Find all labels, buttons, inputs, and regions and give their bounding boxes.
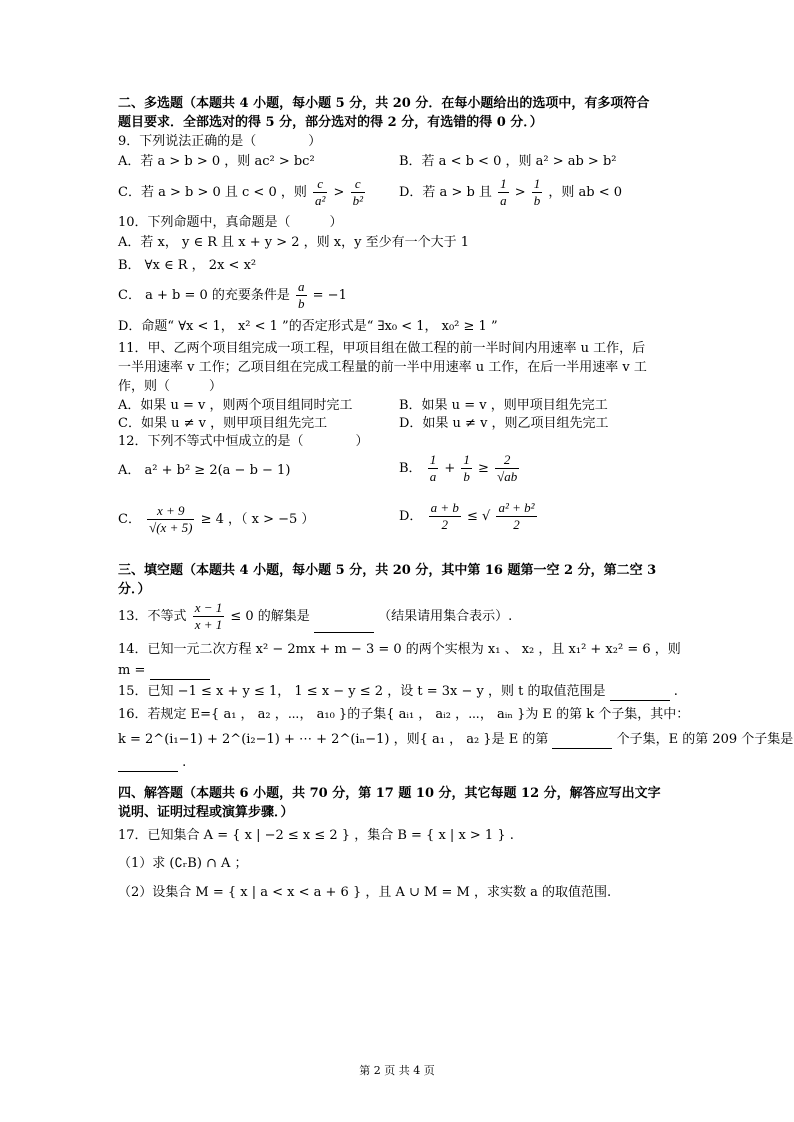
q12-d-frac: $\frac{a + b}{2}$ — [430, 500, 459, 532]
q9-option-a: A．若 a > b > 0 ，则 ac² > bc² — [118, 154, 315, 169]
q9-c-text: C．若 a > b > 0 且 c < 0 ，则 — [118, 185, 307, 200]
q10-option-b: B． ∀x ∈ R ， 2x < x² — [118, 258, 257, 273]
q11-option-b: B．如果 u = v ，则甲项目组先完工 — [399, 398, 608, 413]
q9-d-frac2: $\frac{1}{b}$ — [533, 176, 541, 208]
q9-option-c — [118, 176, 367, 209]
q12-b-frac3: $\frac{2}{√ab}$ — [497, 452, 518, 484]
q11-option-a: A．如果 u = v ，则两个项目组同时完工 — [118, 398, 353, 413]
page-footer: 第 2 页 共 4 页 — [359, 1064, 435, 1077]
q11-stem-2: 一半用速率 v 工作；乙项目组在完成工程量的前一半中用速率 u 工作，在后一半用速率 v 工 — [118, 360, 647, 375]
q17-part-2: （2）设集合 M = { x | a < x < a + 6 } ，且 A ∪ M = M ，求实数 a 的取值范围. — [118, 885, 612, 900]
q14-line-2: m = — [118, 662, 210, 680]
q12-b-frac2: $\frac{1}{b}$ — [463, 452, 470, 484]
section-3-header-cont: 分．） — [118, 582, 151, 597]
section-2-header: 二、多选题（本题共 4 小题，每小题 5 分，共 20 分．在每小题给出的选项中，有多项符合 — [118, 96, 650, 111]
q11-stem-3: 作，则（ ） — [118, 379, 223, 394]
q9-c-frac1: $\frac{c}{\text{a²}}$ — [314, 176, 326, 208]
q15: 15．已知 −1 ≤ x + y ≤ 1， 1 ≤ x − y ≤ 2 ，设 t = 3x − y ，则 t 的取值范围是 . — [118, 684, 678, 699]
section-2-header-cont: 题目要求．全部选对的得 5 分，部分选对的得 2 分，有选错的得 0 分．） — [118, 115, 543, 130]
q10-option-c: C． a + b = 0 的充要条件是 $\frac{a}{b}$ = −1 — [118, 279, 347, 311]
q17-stem: 17．已知集合 A = { x | −2 ≤ x ≤ 2 } ，集合 B = { x | x > 1 } . — [118, 828, 514, 843]
q12-c-frac: $\frac{x + 9}{√(x + 5)}$ — [149, 503, 193, 535]
q9-stem: 9．下列说法正确的是（ ） — [118, 134, 322, 149]
q11-option-c: C．如果 u ≠ v ，则甲项目组先完工 — [118, 416, 328, 431]
q12-d-frac-root: $\frac{\text{a² + b²}}{2}$ — [498, 500, 535, 532]
q9-d-frac1: $\frac{1}{a}$ — [500, 176, 507, 208]
q16-line-2: k = 2^(i₁−1) + 2^(i₂−1) + ⋯ + 2^(iₙ−1) ，则{ a₁ ， a₂ }是 E 的第 个子集，E 的第 209 个子集是 — [118, 732, 794, 747]
q9-option-b: B．若 a < b < 0 ，则 a² > ab > b² — [399, 154, 617, 169]
q15-answer-blank[interactable] — [610, 688, 670, 701]
q16-line-3: . — [118, 754, 186, 772]
q16-answer-blank-1[interactable] — [552, 736, 612, 749]
q11-option-d: D．如果 u ≠ v ，则乙项目组先完工 — [399, 416, 609, 431]
q10-c-frac: $\frac{a}{b}$ — [298, 279, 305, 311]
q16-answer-blank-2[interactable] — [118, 759, 178, 772]
q9-option-d: D．若 a > b 且 $\frac{1}{a}$ > $\frac{1}{b}$ ，则 ab < 0 — [399, 176, 623, 208]
q12-option-a: A． a² + b² ≥ 2(a − b − 1) — [118, 463, 291, 478]
q17-part-1: （1）求 (∁ᵣB) ∩ A ； — [118, 856, 248, 871]
q12-stem: 12．下列不等式中恒成立的是（ ） — [118, 434, 369, 449]
q12-option-d: D． $\frac{a + b}{2}$ ≤ √ $\frac{\text{a² + b²}}{2}$ — [399, 500, 535, 532]
section-4-header-cont: 说明、证明过程或演算步骤．） — [118, 805, 294, 820]
q13-frac: $\frac{x - 1}{x + 1}$ — [194, 600, 223, 632]
q14-answer-blank[interactable] — [150, 667, 210, 680]
q10-option-a: A．若 x， y ∈ R 且 x + y > 2 ，则 x，y 至少有一个大于 1 — [118, 235, 470, 250]
q12-option-b: B． $\frac{1}{a}$ + $\frac{1}{b}$ ≥ $\frac{2}{√ab}$ — [399, 452, 518, 484]
q10-option-d: D．命题“ ∀x < 1， x² < 1 ”的否定形式是“ ∃x₀ < 1， x₀² ≥ 1 ” — [118, 319, 498, 334]
q11-stem-1: 11．甲、乙两个项目组完成一项工程，甲项目组在做工程的前一半时间内用速率 u 工作，后 — [118, 341, 646, 356]
q13-answer-blank[interactable] — [314, 620, 374, 633]
q12-option-c: C． $\frac{x + 9}{√(x + 5)}$ ≥ 4 ，（ x > −5 ） — [118, 503, 315, 535]
section-3-header: 三、填空题（本题共 4 小题，每小题 5 分，共 20 分，其中第 16 题第一空 2 分，第二空 3 — [118, 563, 657, 578]
q9-c-gt: > — [333, 185, 345, 200]
q13: 13．不等式 $\frac{x - 1}{x + 1}$ ≤ 0 的解集是 （结果请用集合表示）. — [118, 600, 513, 632]
q14-line-1: 14．已知一元二次方程 x² − 2mx + m − 3 = 0 的两个实根为 x₁ 、 x₂ ，且 x₁² + x₂² = 6 ，则 — [118, 642, 681, 657]
q10-stem: 10．下列命题中，真命题是（ ） — [118, 215, 343, 230]
section-4-header: 四、解答题（本题共 6 小题，共 70 分，第 17 题 10 分，其它每题 12 分，解答应写出文字 — [118, 786, 661, 801]
q12-b-frac1: $\frac{1}{a}$ — [429, 452, 437, 484]
q16-line-1: 16．若规定 E={ a₁ ， a₂ ，⋯， a₁₀ }的子集{ aᵢ₁ ， aᵢ₂ ，⋯， aᵢₙ }为 E 的第 k 个子集，其中： — [118, 707, 690, 722]
q9-c-frac2: $\frac{c}{\text{b²}}$ — [352, 176, 363, 208]
